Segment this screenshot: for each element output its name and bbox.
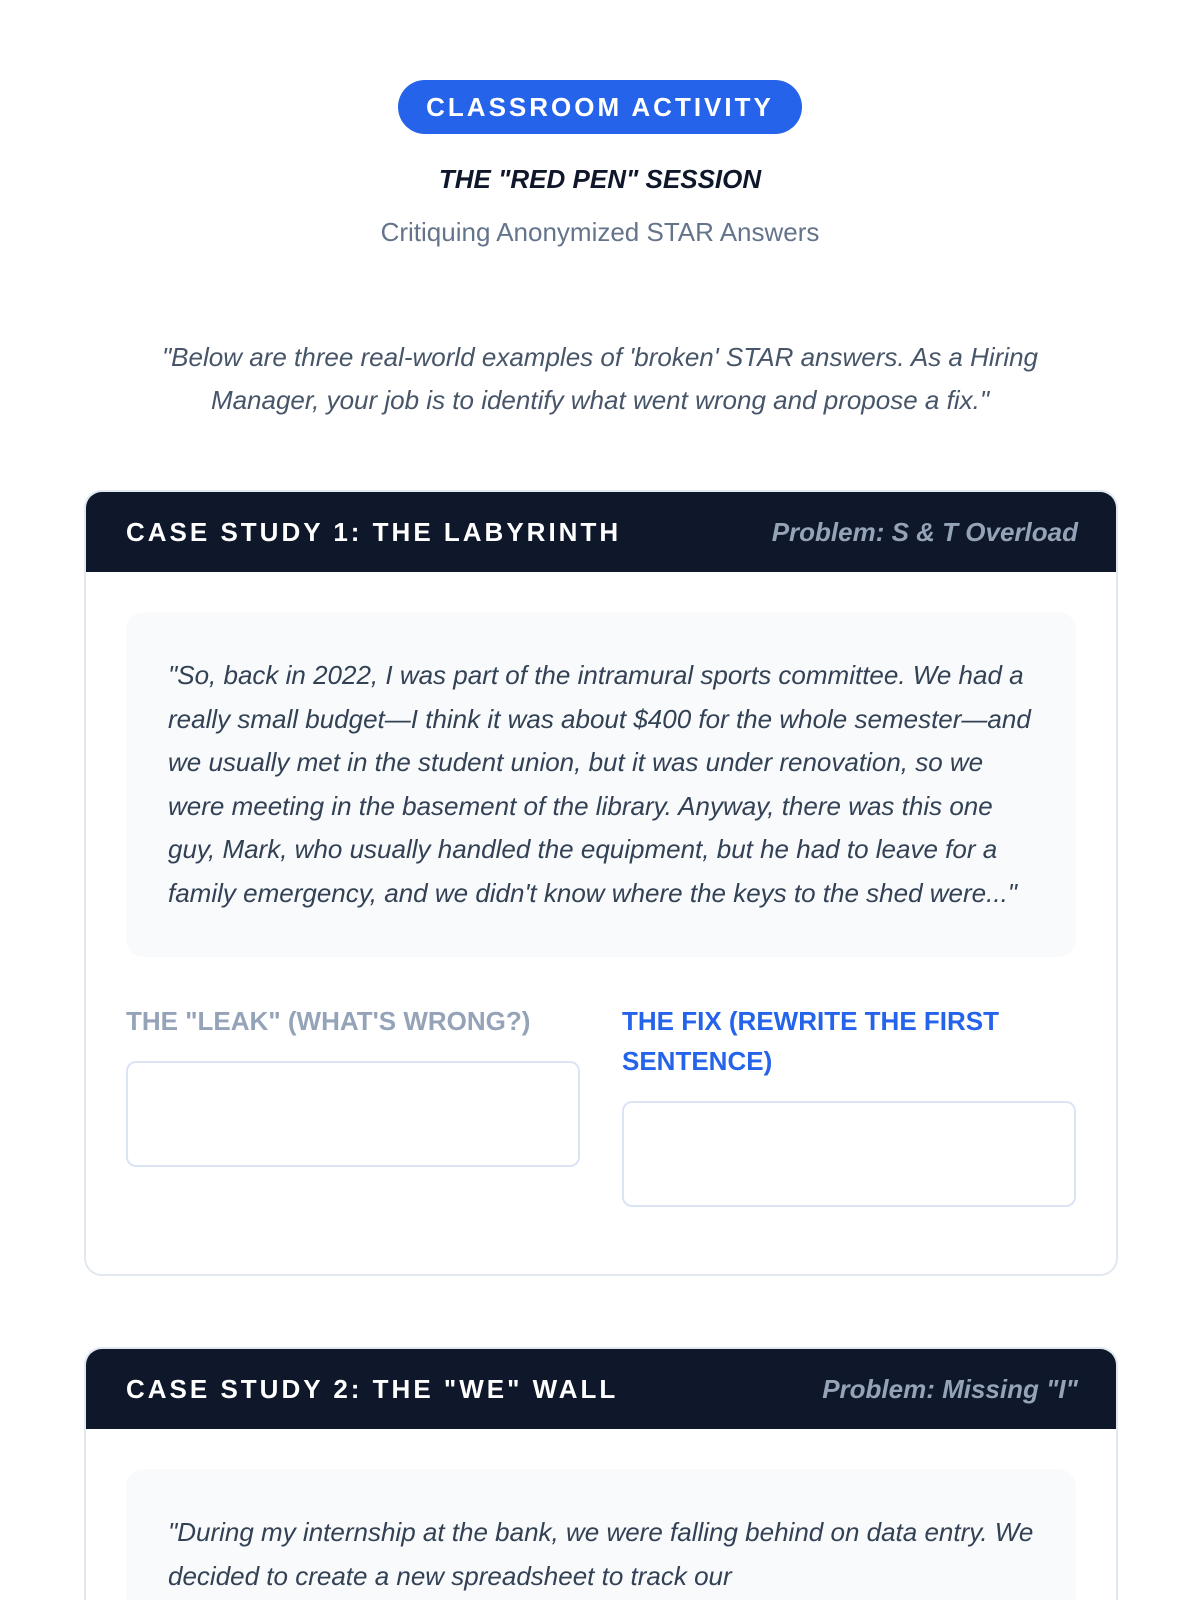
case-study-card-1: [84, 490, 1118, 1276]
leak-input[interactable]: [126, 1061, 580, 1167]
header: [0, 0, 1200, 248]
case-study-card-2: [84, 1347, 1118, 1600]
fix-input[interactable]: [622, 1101, 1076, 1207]
case-study-header: [86, 1349, 1116, 1429]
case-study-problem: Problem: S & T Overload: [771, 516, 1078, 547]
intro-text: "Below are three real-world examples of 'broken' STAR answers. As a Hiring Manager, your job is to identify what went wrong and propose a fix.": [161, 342, 1039, 415]
leak-label: THE "LEAK" (WHAT'S WRONG?): [126, 1006, 531, 1036]
answer-quote: "So, back in 2022, I was part of the intramural sports committee. We had a really small budget—I think it was about $400 for the whole semester—and we usually met in the student union, but it was under renovation, so we were meeting in the basement of the library. Anyway, there was this one guy, Mark, who usually handled the equipment, but he had to leave for a family emergency, and we didn't know where the keys to the shed were...": [126, 612, 1076, 957]
page-title: THE "RED PEN" SESSION: [438, 164, 762, 194]
case-study-header: [86, 492, 1116, 572]
activity-badge: CLASSROOM ACTIVITY: [398, 80, 802, 134]
leak-column: [126, 1001, 580, 1207]
answer-quote: "During my internship at the bank, we were falling behind on data entry. We decided to create a new spreadsheet to track our: [126, 1469, 1076, 1600]
page-subtitle: Critiquing Anonymized STAR Answers: [380, 217, 820, 247]
fix-column: [622, 1001, 1076, 1207]
case-study-body: [86, 1429, 1116, 1600]
case-study-title: CASE STUDY 2: THE "WE" WALL: [126, 1373, 619, 1404]
fix-label: THE FIX (REWRITE THE FIRST SENTENCE): [622, 1006, 999, 1076]
critique-fields: [126, 1001, 1076, 1207]
case-study-title: CASE STUDY 1: THE LABYRINTH: [126, 516, 622, 547]
case-study-body: [86, 572, 1116, 1207]
case-study-problem: Problem: Missing "I": [822, 1373, 1078, 1404]
